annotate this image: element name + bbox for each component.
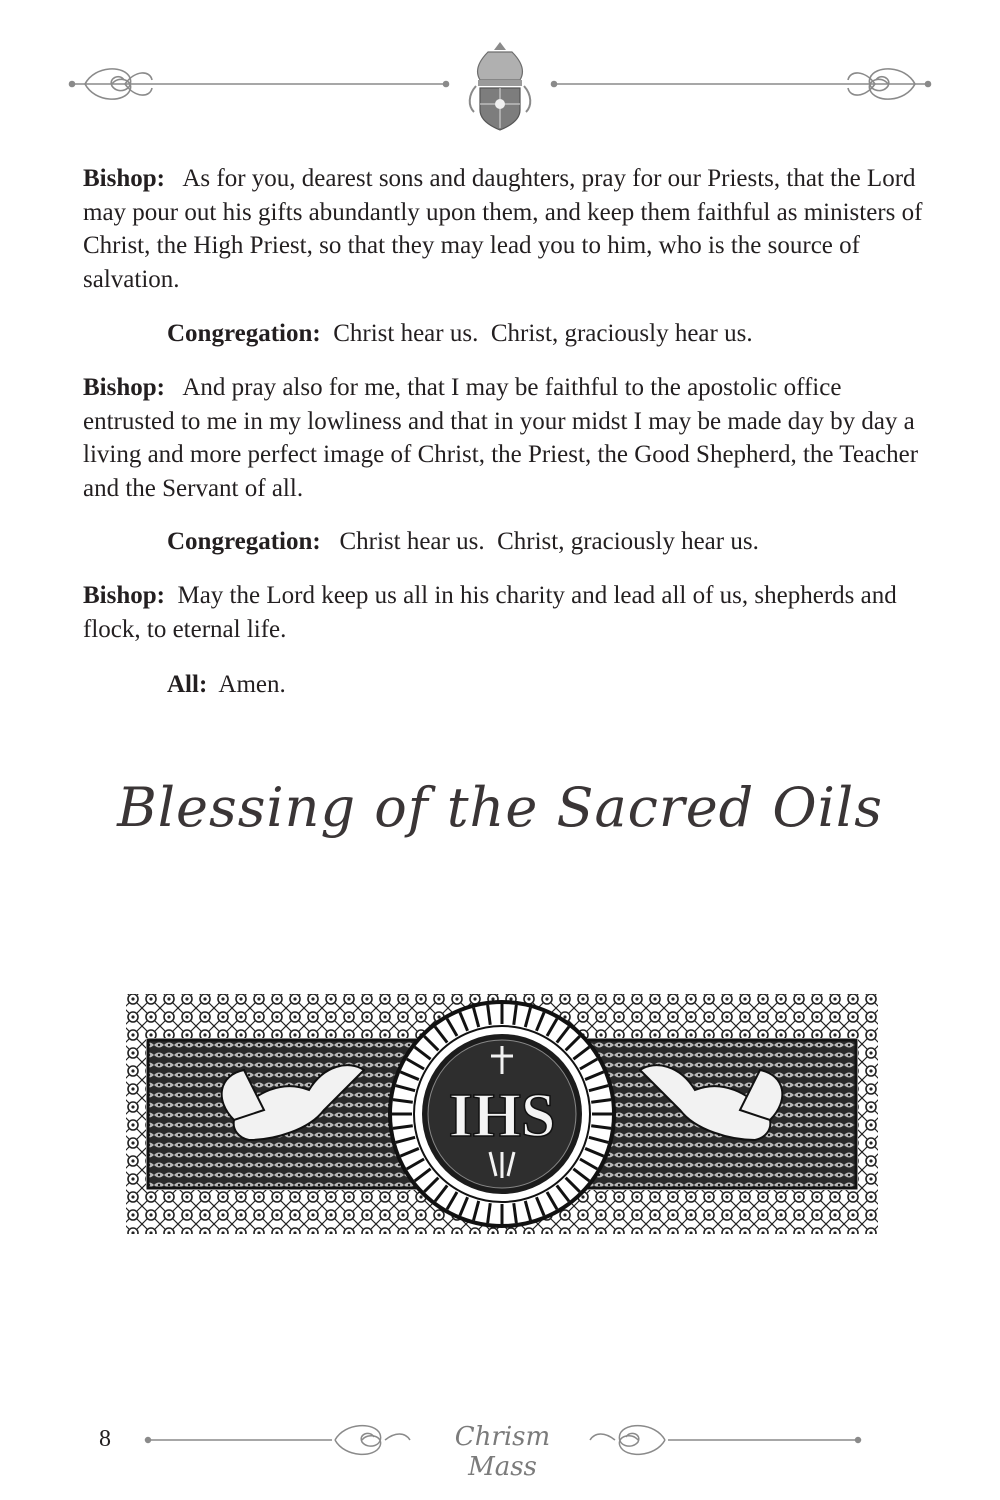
bishop-prayer-2 — [83, 371, 923, 505]
speaker-label: Bishop: — [83, 374, 165, 401]
speaker-label: Bishop: — [83, 165, 165, 192]
bishop-prayer-3 — [83, 579, 923, 646]
page-number: 8 — [99, 1426, 111, 1452]
response-text: Christ hear us. Christ, graciously hear us. — [333, 320, 753, 347]
all-response — [167, 668, 927, 702]
footer-title: Chrism Mass — [454, 1422, 551, 1482]
response-text: Amen. — [218, 671, 286, 698]
speaker-label: All: — [167, 671, 208, 698]
prayer-text: And pray also for me, that I may be faithful to the apostolic office entrusted to me in my lowliness and that in your midst I may be made day by day a living and more perfect image of Christ, the Priest, the Good Shepherd, the Teacher and the Servant of all. — [83, 374, 919, 502]
diocesan-coat-of-arms-icon — [470, 42, 531, 130]
speaker-label: Congregation: — [167, 528, 321, 555]
congregation-response-2 — [167, 525, 927, 559]
header-ornament — [0, 40, 1000, 140]
response-text: Christ hear us. Christ, graciously hear us. — [339, 528, 759, 555]
section-title: Blessing of the Sacred Oils — [117, 776, 883, 839]
speaker-label: Congregation: — [167, 320, 321, 347]
bishop-prayer-1 — [83, 162, 923, 296]
prayer-text: As for you, dearest sons and daughters, pray for our Priests, that the Lord may pour out his gifts abundantly upon them, and keep them faithful as ministers of Christ, the High Priest, so that they may lead you to him, who is the source of salvation. — [83, 165, 923, 293]
scroll-flourish-icon — [0, 40, 1000, 140]
ihs-dove-engraving-icon — [124, 990, 880, 1240]
ihs-monogram: IHS — [448, 1082, 556, 1150]
congregation-response-1 — [167, 317, 927, 351]
prayer-text: May the Lord keep us all in his charity and lead all of us, shepherds and flock, to eternal life. — [83, 582, 897, 643]
speaker-label: Bishop: — [83, 582, 165, 609]
